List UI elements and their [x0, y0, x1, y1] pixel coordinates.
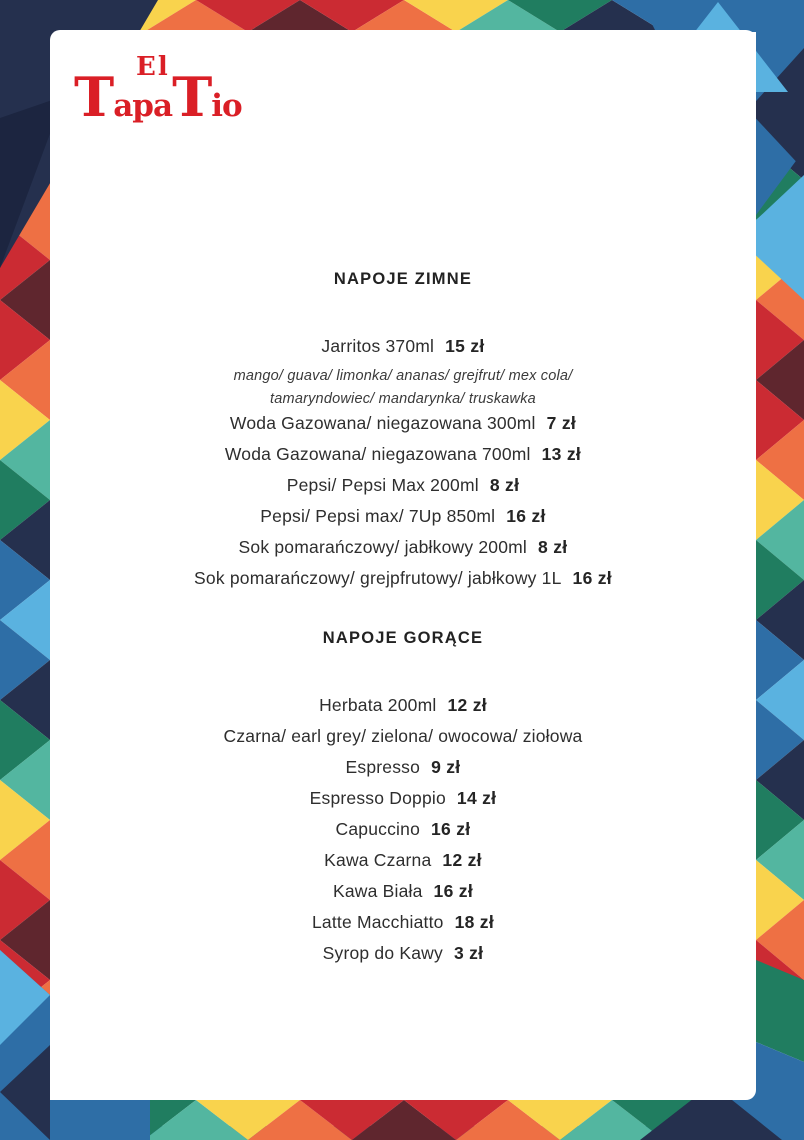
menu-item: [50, 727, 756, 745]
item-price: 16 zł: [431, 819, 471, 839]
menu-item: [50, 445, 756, 463]
item-price: 7 zł: [546, 413, 577, 433]
item-price: 16 zł: [506, 506, 546, 526]
logo-letter: T: [172, 65, 212, 129]
section-items: [50, 337, 756, 587]
logo-letter: o: [222, 88, 242, 124]
menu-item: [50, 944, 756, 962]
menu-item: [50, 882, 756, 900]
menu-item: [50, 476, 756, 494]
item-name: Espresso Doppio: [309, 788, 446, 808]
item-price: 14 zł: [456, 788, 497, 808]
item-note: tamaryndowiec/ mandarynka/ truskawka: [270, 391, 536, 407]
item-price: 3 zł: [453, 943, 484, 963]
logo-letter: i: [211, 88, 223, 124]
logo-el-text: El: [136, 52, 170, 82]
menu-item: [50, 538, 756, 556]
item-price: 12 zł: [447, 695, 487, 715]
menu-item: [50, 758, 756, 776]
item-name: Woda Gazowana/ niegazowana 700ml: [224, 444, 531, 464]
item-price: 16 zł: [433, 881, 473, 901]
logo-letter: p: [132, 88, 153, 124]
menu-sections: [50, 270, 756, 975]
section-title: NAPOJE GORĄCE: [322, 629, 484, 647]
item-price: 16 zł: [572, 568, 612, 588]
border-left: [0, 140, 50, 1060]
menu-item: [50, 820, 756, 838]
menu-item: [50, 851, 756, 869]
menu-card: [50, 30, 756, 1100]
item-note: mango/ guava/ limonka/ ananas/ grejfrut/ mex cola/: [233, 368, 573, 384]
menu-item: [50, 569, 756, 587]
menu-item: [50, 414, 756, 432]
menu-item: [50, 913, 756, 931]
menu-item: [50, 507, 756, 525]
section-title: NAPOJE ZIMNE: [333, 270, 473, 288]
item-price: 8 zł: [538, 537, 568, 557]
item-name: Jarritos 370ml: [321, 336, 435, 356]
item-name: Espresso: [345, 757, 421, 777]
item-name: Capuccino: [335, 819, 421, 839]
item-name: Kawa Czarna: [324, 850, 432, 870]
menu-item: [50, 696, 756, 714]
item-name: Herbata 200ml: [319, 695, 437, 715]
item-price: 18 zł: [454, 912, 495, 932]
item-name: Woda Gazowana/ niegazowana 300ml: [229, 413, 536, 433]
restaurant-logo: [74, 52, 304, 129]
item-name: Sok pomarańczowy/ jabłkowy 200ml: [238, 537, 528, 557]
section-items: [50, 696, 756, 962]
menu-section: [50, 270, 756, 587]
item-price: 13 zł: [541, 444, 582, 464]
item-price: 12 zł: [442, 850, 482, 870]
menu-item: [50, 789, 756, 807]
menu-section: [50, 629, 756, 962]
menu-item: [50, 337, 756, 355]
item-name: Pepsi/ Pepsi max/ 7Up 850ml: [260, 506, 496, 526]
item-price: 8 zł: [489, 475, 520, 495]
item-price: 9 zł: [431, 757, 461, 777]
logo-letter: T: [74, 65, 114, 129]
logo-letter: a: [152, 88, 173, 124]
item-name: Latte Macchiatto: [311, 912, 444, 932]
item-name: Kawa Biała: [332, 881, 423, 901]
item-name: Sok pomarańczowy/ grejpfrutowy/ jabłkowy 1L: [194, 568, 562, 588]
item-name: Czarna/ earl grey/ zielona/ owocowa/ ziołowa: [223, 726, 583, 746]
logo-letter: a: [113, 88, 133, 124]
item-price: 15 zł: [445, 336, 485, 356]
item-name: Syrop do Kawy: [322, 943, 443, 963]
item-name: Pepsi/ Pepsi Max 200ml: [286, 475, 479, 495]
